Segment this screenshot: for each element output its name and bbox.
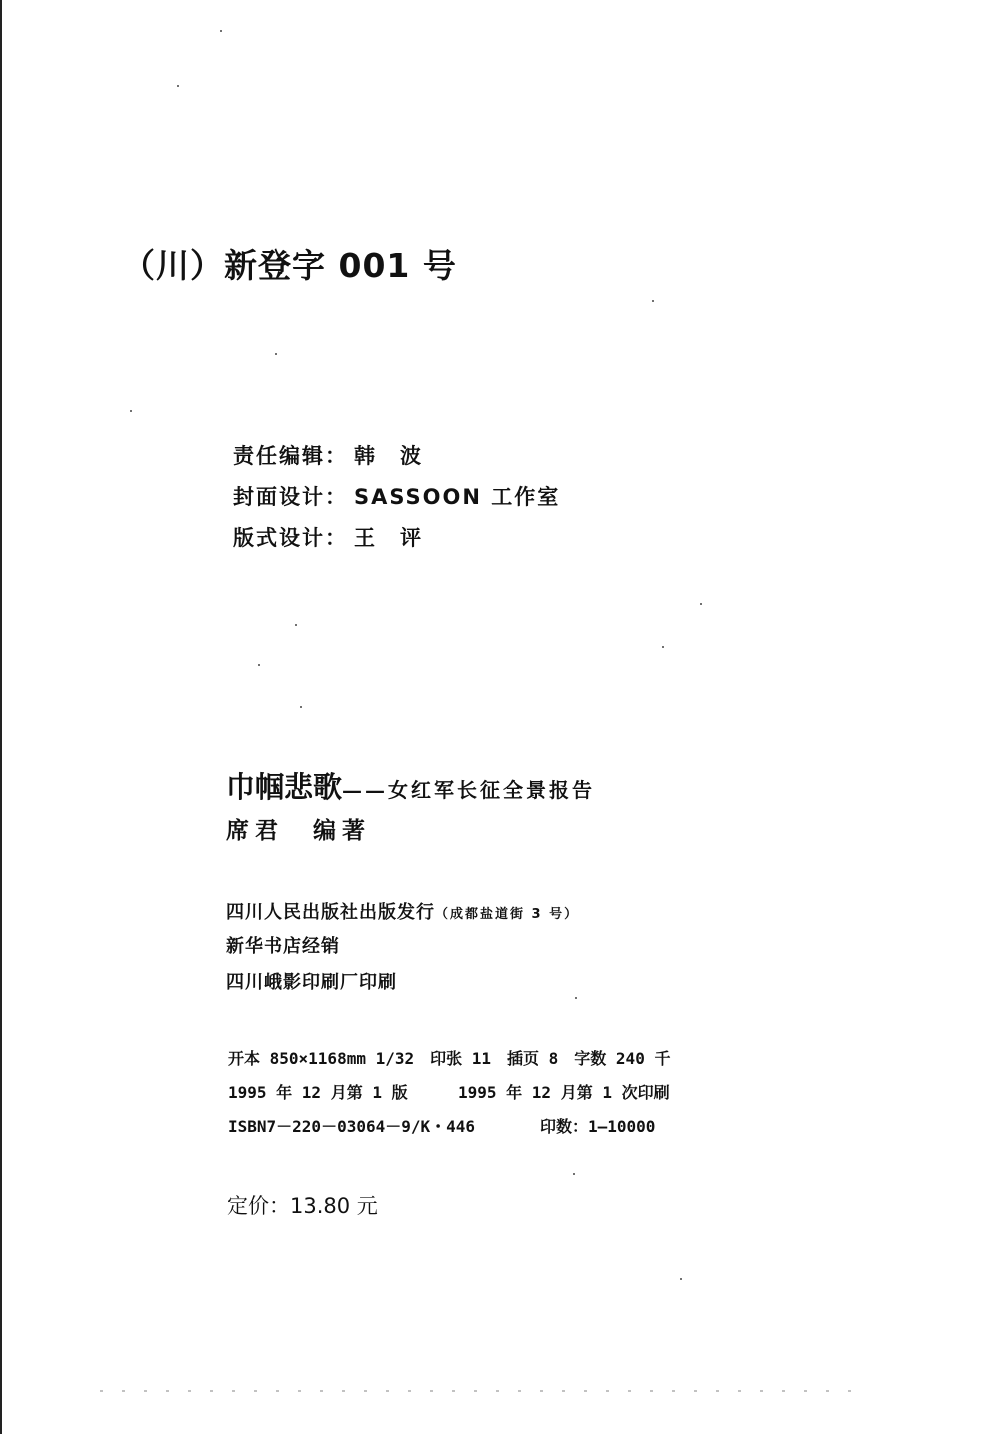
credit-name: SASSOON 工作室 — [354, 485, 561, 509]
format-line: 开本 850×1168mm 1/32 印张 11 插页 8 字数 240 千 — [228, 1049, 671, 1068]
scan-speck — [177, 85, 179, 87]
isbn-line: ISBN7－220－03064－9/K・446 — [228, 1117, 476, 1136]
registration-number: （川）新登字 001 号 — [122, 246, 457, 285]
credit-cover-design — [233, 481, 560, 511]
publisher-address: （成都盐道街 3 号） — [435, 907, 580, 922]
credit-role: 版式设计： — [233, 526, 348, 550]
page-edge-rule — [0, 0, 2, 1434]
scan-noise-strip — [100, 1390, 860, 1392]
scan-speck — [275, 353, 277, 355]
distributor-line: 新华书店经销 — [226, 936, 340, 957]
scan-speck — [700, 603, 702, 605]
publisher-line — [226, 898, 579, 924]
scan-speck — [573, 1173, 575, 1175]
print-run-line: 印数：1—10000 — [540, 1117, 656, 1136]
scan-speck — [300, 706, 302, 708]
publisher-name: 四川人民出版社出版发行 — [226, 902, 435, 923]
scan-speck — [258, 664, 260, 666]
title-subtitle: ——女红军长征全景报告 — [342, 778, 596, 802]
scan-speck — [130, 410, 132, 412]
scan-speck — [662, 646, 664, 648]
credit-role: 封面设计： — [233, 485, 348, 509]
printer-line: 四川峨影印刷厂印刷 — [226, 972, 397, 993]
scan-speck — [680, 1278, 682, 1280]
credit-layout-design — [233, 522, 423, 552]
price-line: 定价：13.80 元 — [227, 1194, 378, 1218]
credit-name: 韩 波 — [354, 444, 423, 468]
scan-speck — [652, 300, 654, 302]
printing-line: 1995 年 12 月第 1 次印刷 — [458, 1083, 670, 1102]
scan-speck — [575, 997, 577, 999]
credit-role: 责任编辑： — [233, 444, 348, 468]
credit-editor — [233, 440, 423, 470]
edition-line: 1995 年 12 月第 1 版 — [228, 1083, 408, 1102]
title-main: 巾帼悲歌 — [226, 770, 343, 804]
book-title — [226, 765, 595, 806]
scan-speck — [220, 30, 222, 32]
book-author: 席君 编著 — [226, 817, 371, 844]
credit-name: 王 评 — [354, 526, 423, 550]
scan-speck — [295, 624, 297, 626]
